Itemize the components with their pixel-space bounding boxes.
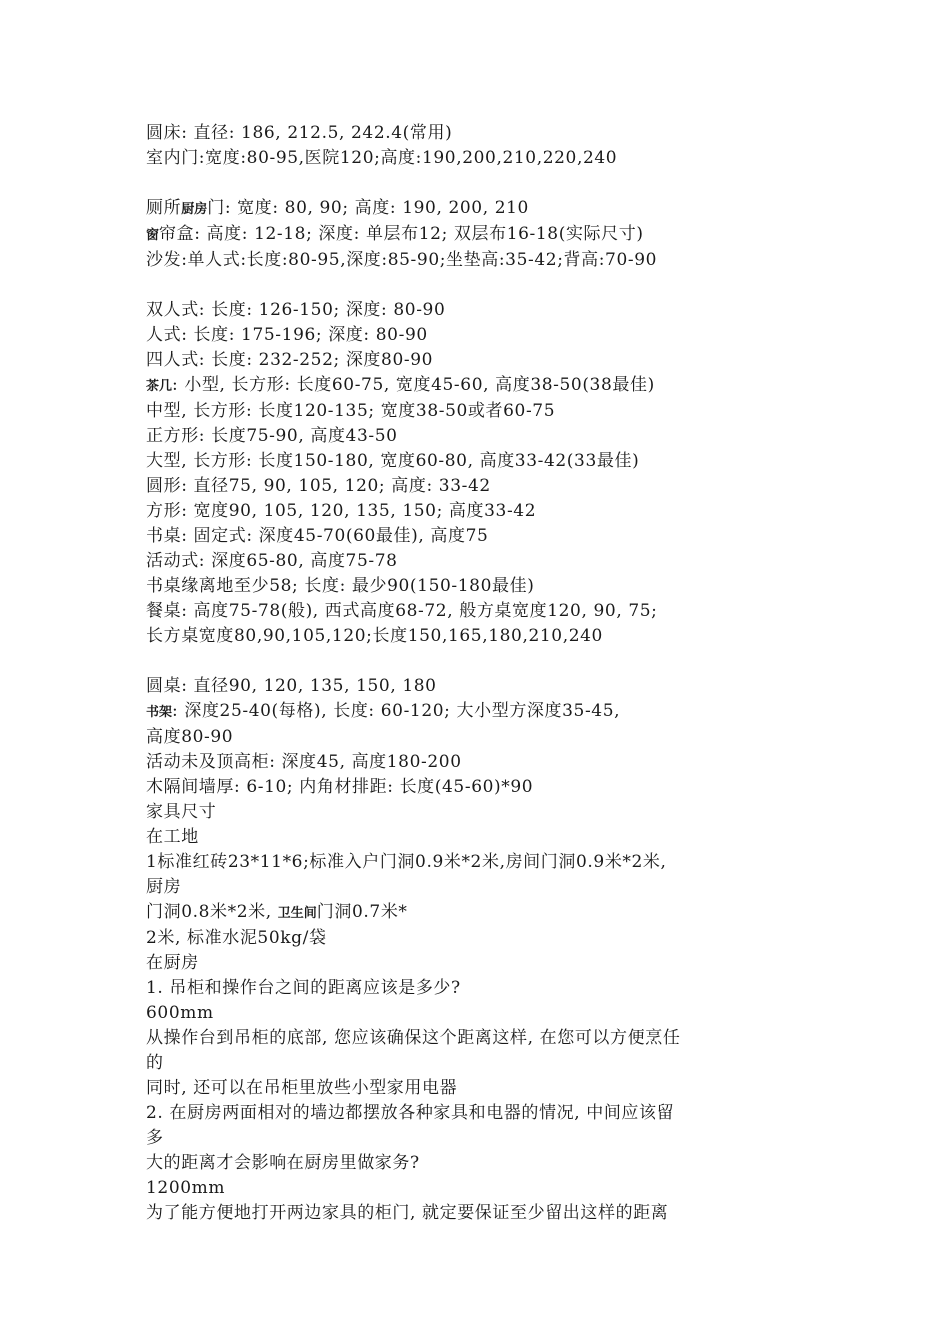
blank-line: [146, 649, 826, 674]
text-line: 为了能方便地打开两边家具的柜门, 就定要保证至少留出这样的距离: [146, 1203, 669, 1223]
text-line: [146, 900, 826, 926]
line-text-prefix: 厕所: [146, 198, 182, 218]
text-line: 正方形: 长度75-90, 高度43-50: [146, 426, 398, 446]
text-line: 书桌: 固定式: 深度45-70(60最佳), 高度75: [146, 526, 489, 546]
text-line: 方形: 宽度90, 105, 120, 135, 150; 高度33-42: [146, 501, 537, 521]
text-line: 室内门:宽度:80-95,医院120;高度:190,200,210,220,240: [146, 148, 618, 168]
text-line: [146, 699, 826, 725]
text-line: 家具尺寸: [146, 802, 217, 822]
text-line: 在工地: [146, 827, 199, 847]
line-text-body: 门: 宽度: 80, 90; 高度: 190, 200, 210: [207, 198, 529, 218]
text-line: 中型, 长方形: 长度120-135; 宽度38-50或者60-75: [146, 401, 556, 421]
line-bold-term: 厨房: [181, 202, 208, 217]
line-bold-term: 书架: [146, 705, 173, 720]
blank-line: [146, 171, 826, 196]
text-line: 书桌缘离地至少58; 长度: 最少90(150-180最佳): [146, 576, 535, 596]
text-line: [146, 196, 826, 222]
text-line: 600mm: [146, 1003, 214, 1023]
text-line: 活动未及顶高柜: 深度45, 高度180-200: [146, 752, 462, 772]
text-line: 大型, 长方形: 长度150-180, 宽度60-80, 高度33-42(33最佳): [146, 451, 640, 471]
text-line: 大的距离才会影响在厨房里做家务?: [146, 1153, 420, 1173]
text-line: 四人式: 长度: 232-252; 深度80-90: [146, 350, 434, 370]
line-text-body: 帘盒: 高度: 12-18; 深度: 单层布12; 双层布16-18(实际尺寸): [159, 224, 644, 244]
text-line: 圆形: 直径75, 90, 105, 120; 高度: 33-42: [146, 476, 491, 496]
line-text-body: : 小型, 长方形: 长度60-75, 宽度45-60, 高度38-50(38最佳): [172, 375, 655, 395]
line-text-prefix: 门洞0.8米*2米,: [146, 902, 278, 922]
text-line: 1200mm: [146, 1178, 226, 1198]
text-line: 高度80-90: [146, 727, 234, 747]
text-line: 人式: 长度: 175-196; 深度: 80-90: [146, 325, 428, 345]
line-bold-term: 窗: [146, 228, 160, 243]
text-line: 圆桌: 直径90, 120, 135, 150, 180: [146, 676, 437, 696]
text-line: 双人式: 长度: 126-150; 深度: 80-90: [146, 300, 446, 320]
line-bold-term: 茶几: [146, 379, 173, 394]
line-bold-term: 卫生间: [277, 906, 317, 921]
document-body: [146, 121, 826, 1226]
text-line: 的: [146, 1053, 164, 1073]
text-line: 在厨房: [146, 953, 199, 973]
blank-line: [146, 273, 826, 298]
text-line: 活动式: 深度65-80, 高度75-78: [146, 551, 398, 571]
text-line: 厨房: [146, 877, 182, 897]
text-line: 圆床: 直径: 186, 212.5, 242.4(常用): [146, 123, 453, 143]
text-line: 多: [146, 1128, 164, 1148]
line-text-body: : 深度25-40(每格), 长度: 60-120; 大小型方深度35-45,: [172, 701, 621, 721]
text-line: 从操作台到吊柜的底部, 您应该确保这个距离这样, 在您可以方便烹任: [146, 1028, 681, 1048]
text-line: 沙发:单人式:长度:80-95,深度:85-90;坐垫高:35-42;背高:70-90: [146, 250, 658, 270]
text-line: 同时, 还可以在吊柜里放些小型家用电器: [146, 1078, 458, 1098]
text-line: 1标准红砖23*11*6;标准入户门洞0.9米*2米,房间门洞0.9米*2米,: [146, 852, 667, 872]
text-line: 2米, 标准水泥50kg/袋: [146, 928, 327, 948]
text-line: 木隔间墙厚: 6-10; 内角材排距: 长度(45-60)*90: [146, 777, 534, 797]
text-line: [146, 373, 826, 399]
line-text-body: 门洞0.7米*: [316, 902, 408, 922]
text-line: 餐桌: 高度75-78(般), 西式高度68-72, 般方桌宽度120, 90, 75;: [146, 601, 658, 621]
text-line: 2. 在厨房两面相对的墙边都摆放各种家具和电器的情况, 中间应该留: [146, 1103, 675, 1123]
text-line: 1. 吊柜和操作台之间的距离应该是多少?: [146, 978, 461, 998]
text-line: 长方桌宽度80,90,105,120;长度150,165,180,210,240: [146, 626, 603, 646]
text-line: [146, 222, 826, 248]
